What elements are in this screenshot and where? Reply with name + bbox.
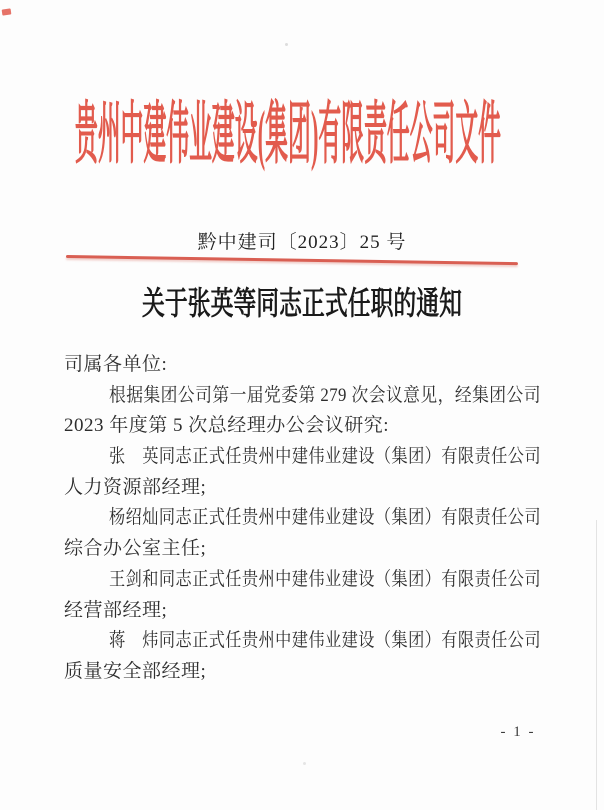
letterhead [75, 94, 501, 174]
body-line-text: 综合办公室主任; [64, 538, 207, 560]
body-line-salutation [64, 350, 541, 381]
scan-speck [285, 43, 288, 46]
red-separator-rule [66, 255, 518, 265]
body-line [64, 473, 541, 504]
body-line-text: 经营部经理; [64, 599, 168, 621]
red-corner-mark [2, 8, 12, 15]
body-line-text: 2023 年度第 5 次总经理办公会议研究: [64, 415, 390, 437]
doc-number: 黔中建司〔2023〕25 号 [197, 232, 407, 253]
notice-title-row [0, 284, 604, 322]
scan-edge-line [596, 520, 597, 810]
body-line [64, 596, 541, 627]
scan-speck [303, 762, 306, 765]
body-line [64, 565, 541, 596]
letterhead-title: 贵州中建伟业建设(集团)有限责任公司文件 [75, 96, 501, 172]
body-line [64, 411, 541, 442]
body-line-text: 质量安全部经理; [64, 660, 207, 682]
body-line-text: 根据集团公司第一届党委第 279 次会议意见，经集团公司 [109, 384, 541, 406]
body-line [64, 626, 541, 657]
body-line-text: 张 英同志正式任贵州中建伟业建设（集团）有限责任公司 [109, 446, 541, 468]
body-line-text: 王剑和同志正式任贵州中建伟业建设（集团）有限责任公司 [109, 568, 541, 590]
body-line [64, 381, 541, 412]
body-line-text: 人力资源部经理; [64, 476, 207, 498]
body-line [64, 503, 541, 534]
notice-title: 关于张英等同志正式任职的通知 [141, 285, 462, 321]
body-line-text: 蒋 炜同志正式任贵州中建伟业建设（集团）有限责任公司 [109, 630, 541, 652]
page-number: - 1 - [500, 724, 536, 740]
document-body [64, 350, 541, 688]
body-line-text: 杨绍灿同志正式任贵州中建伟业建设（集团）有限责任公司 [109, 507, 541, 529]
body-line [64, 534, 541, 565]
body-line [64, 442, 541, 473]
body-line [64, 657, 541, 688]
body-line-text: 司属各单位: [64, 354, 168, 375]
